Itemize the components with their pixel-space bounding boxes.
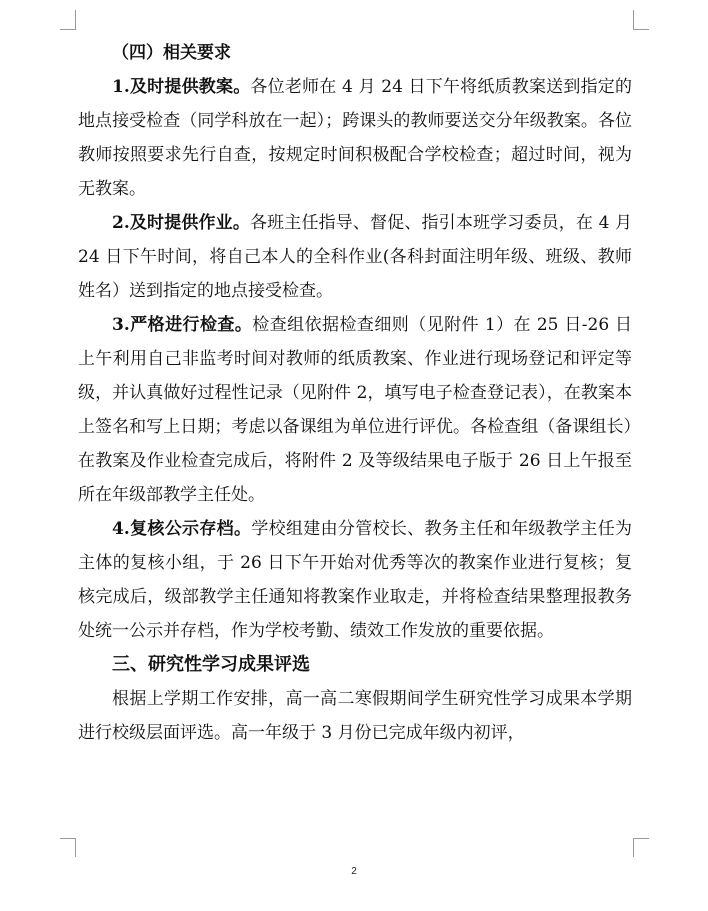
paragraph-item-3 — [78, 308, 632, 512]
paragraph-lead: 3.严格进行检查。 — [112, 315, 253, 335]
paragraph-item-4 — [78, 512, 632, 648]
paragraph-lead: 2.及时提供作业。 — [112, 213, 250, 233]
paragraph-lead: 1.及时提供教案。 — [112, 77, 251, 97]
paragraph-text: 学校组建由分管校长、教务主任和年级教学主任为主体的复核小组，于 26 日下午开始对优秀等次的教案作业进行复核；复核完成后，级部教学主任通知将教案作业取走，并将检查结果整理报教务处统一公示并存档，作为学校考勤、绩效工作发放的重要依据。 — [78, 519, 633, 641]
crop-mark-top-right — [633, 10, 649, 30]
crop-mark-bottom-right — [633, 838, 649, 857]
document-body — [78, 36, 632, 750]
paragraph-text: 各班主任指导、督促、指引本班学习委员，在 4 月 24 日下午时间，将自己本人的全科作业(各科封面注明年级、班级、教师姓名）送到指定的地点接受检查。 — [78, 213, 632, 301]
crop-mark-top-left — [60, 10, 76, 30]
paragraph-text: 各位老师在 4 月 24 日下午将纸质教案送到指定的地点接受检查（同学科放在一起）；跨课头的教师要送交分年级教案。各位教师按照要求先行自查，按规定时间积极配合学校检查；超过时间，视为无教案。 — [78, 77, 633, 199]
section-paragraph: 根据上学期工作安排，高一高二寒假期间学生研究性学习成果本学期进行校级层面评选。高一年级于 3 月份已完成年级内初评， — [78, 689, 632, 743]
page-number: 2 — [351, 866, 357, 877]
section-heading: 三、研究性学习成果评选 — [112, 654, 310, 675]
crop-mark-bottom-left — [60, 838, 76, 857]
paragraph-lead: 4.复核公示存档。 — [112, 519, 252, 539]
subsection-heading: （四）相关要求 — [112, 43, 231, 63]
paragraph-text: 检查组依据检查细则（见附件 1）在 25 日-26 日上午利用自己非监考时间对教师的纸质教案、作业进行现场登记和评定等级，并认真做好过程性记录（见附件 2，填写电子检查登记表），在教案本上签名和写上日期；考虑以备课组为单位进行评优。各检查组（备课组长）在教案及作业检查完成后，将附件 2 及等级结果电子版于 26 日上午报至所在年级部教学主任处。 — [78, 315, 632, 505]
paragraph-item-1 — [78, 70, 632, 206]
paragraph-item-2 — [78, 206, 632, 308]
